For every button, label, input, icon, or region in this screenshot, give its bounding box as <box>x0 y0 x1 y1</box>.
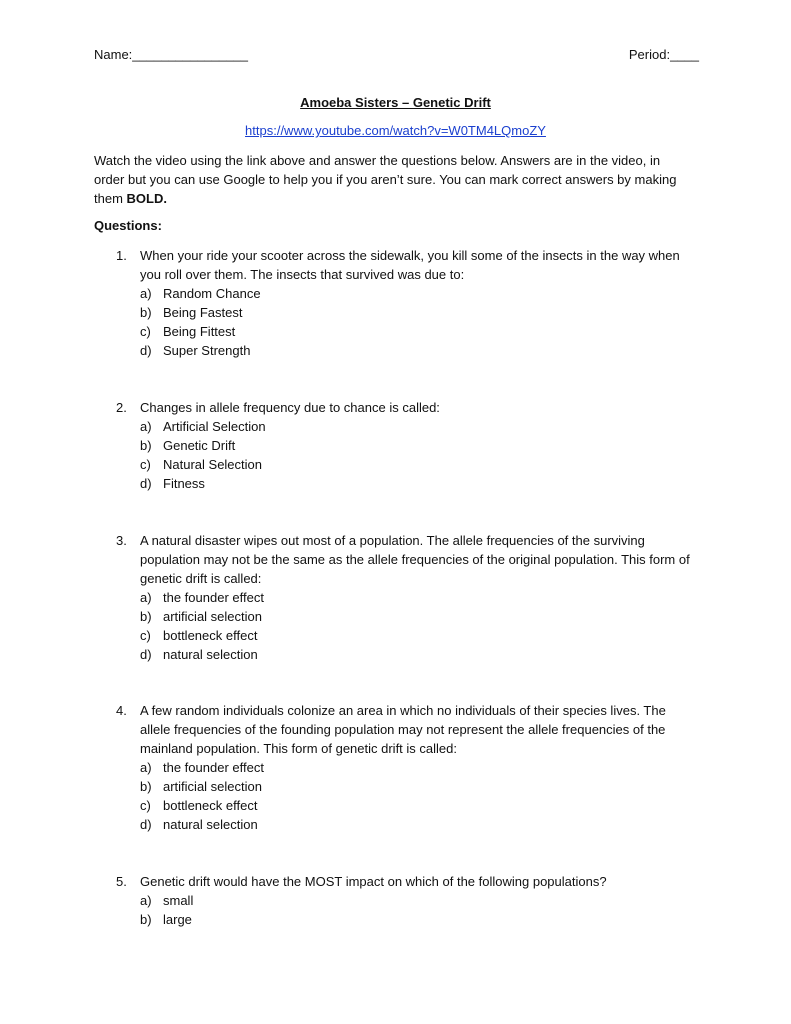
answer-option[interactable] <box>94 815 694 834</box>
answer-option[interactable] <box>94 777 694 796</box>
question-5 <box>94 872 694 929</box>
option-text: Artificial Selection <box>163 419 266 434</box>
option-text: bottleneck effect <box>163 628 258 643</box>
answer-option[interactable] <box>94 417 694 436</box>
option-text: the founder effect <box>163 760 264 775</box>
option-letter: b) <box>140 779 152 794</box>
option-letter: b) <box>140 912 152 927</box>
option-letter: b) <box>140 305 152 320</box>
question-3 <box>94 531 694 664</box>
instructions-bold-text: BOLD. <box>126 191 167 206</box>
answer-option[interactable] <box>94 474 694 493</box>
worksheet-title: Amoeba Sisters – Genetic Drift <box>300 95 491 110</box>
option-text: Genetic Drift <box>163 438 236 453</box>
option-letter: c) <box>140 628 151 643</box>
question-number: 2. <box>116 400 127 415</box>
option-text: natural selection <box>163 647 258 662</box>
option-letter: d) <box>140 476 152 491</box>
question-1 <box>94 246 694 360</box>
answer-option[interactable] <box>94 436 694 455</box>
option-letter: b) <box>140 609 152 624</box>
option-text: Super Strength <box>163 343 251 358</box>
option-text: artificial selection <box>163 779 262 794</box>
questions-heading: Questions: <box>94 218 162 233</box>
instructions-paragraph <box>94 151 694 208</box>
option-letter: d) <box>140 647 152 662</box>
answer-option[interactable] <box>94 455 694 474</box>
question-number: 1. <box>116 248 127 263</box>
answer-option[interactable] <box>94 758 694 777</box>
question-4 <box>94 701 694 834</box>
option-text: small <box>163 893 194 908</box>
answer-option[interactable] <box>94 910 694 929</box>
question-text: Genetic drift would have the MOST impact on which of the following populations? <box>140 874 607 889</box>
instructions-text: Watch the video using the link above and answer the questions below. Answers are in the video, in order but you can use Google to help you if you aren’t sure. You can mark correct answers by making them <box>94 153 677 206</box>
question-text: Changes in allele frequency due to chance is called: <box>140 400 440 415</box>
option-letter: c) <box>140 457 151 472</box>
period-field-label: Period:____ <box>628 47 699 62</box>
answer-option[interactable] <box>94 796 694 815</box>
answer-option[interactable] <box>94 645 694 664</box>
answer-option[interactable] <box>94 303 694 322</box>
option-text: the founder effect <box>163 590 264 605</box>
option-letter: c) <box>140 798 151 813</box>
option-text: Natural Selection <box>163 457 262 472</box>
name-field-label: Name:________________ <box>94 47 248 62</box>
option-letter: a) <box>140 893 152 908</box>
option-letter: c) <box>140 324 151 339</box>
option-text: artificial selection <box>163 609 262 624</box>
option-text: Being Fastest <box>163 305 243 320</box>
answer-option[interactable] <box>94 626 694 645</box>
answer-option[interactable] <box>94 891 694 910</box>
option-letter: d) <box>140 343 152 358</box>
option-letter: a) <box>140 419 152 434</box>
option-text: large <box>163 912 192 927</box>
option-letter: d) <box>140 817 152 832</box>
option-text: natural selection <box>163 817 258 832</box>
question-text: When your ride your scooter across the sidewalk, you kill some of the insects in the way when you roll over them. The insects that survived was due to: <box>140 248 680 282</box>
answer-option[interactable] <box>94 322 694 341</box>
answer-option[interactable] <box>94 284 694 303</box>
option-letter: b) <box>140 438 152 453</box>
answer-option[interactable] <box>94 341 694 360</box>
question-text: A natural disaster wipes out most of a population. The allele frequencies of the surviving population may not be the same as the allele frequencies of the original population. This form of genetic drift is called: <box>140 533 690 586</box>
question-text: A few random individuals colonize an area in which no individuals of their species lives. The allele frequencies of the founding population may not represent the allele frequencies of the mainland population. This form of genetic drift is called: <box>140 703 666 756</box>
option-text: bottleneck effect <box>163 798 258 813</box>
option-letter: a) <box>140 760 152 775</box>
question-number: 4. <box>116 703 127 718</box>
question-number: 3. <box>116 533 127 548</box>
answer-option[interactable] <box>94 588 694 607</box>
option-letter: a) <box>140 590 152 605</box>
question-number: 5. <box>116 874 127 889</box>
option-text: Fitness <box>163 476 205 491</box>
answer-option[interactable] <box>94 607 694 626</box>
option-text: Random Chance <box>163 286 261 301</box>
video-link[interactable]: https://www.youtube.com/watch?v=W0TM4LQmoZY <box>245 123 546 138</box>
option-text: Being Fittest <box>163 324 236 339</box>
option-letter: a) <box>140 286 152 301</box>
question-2 <box>94 398 694 493</box>
